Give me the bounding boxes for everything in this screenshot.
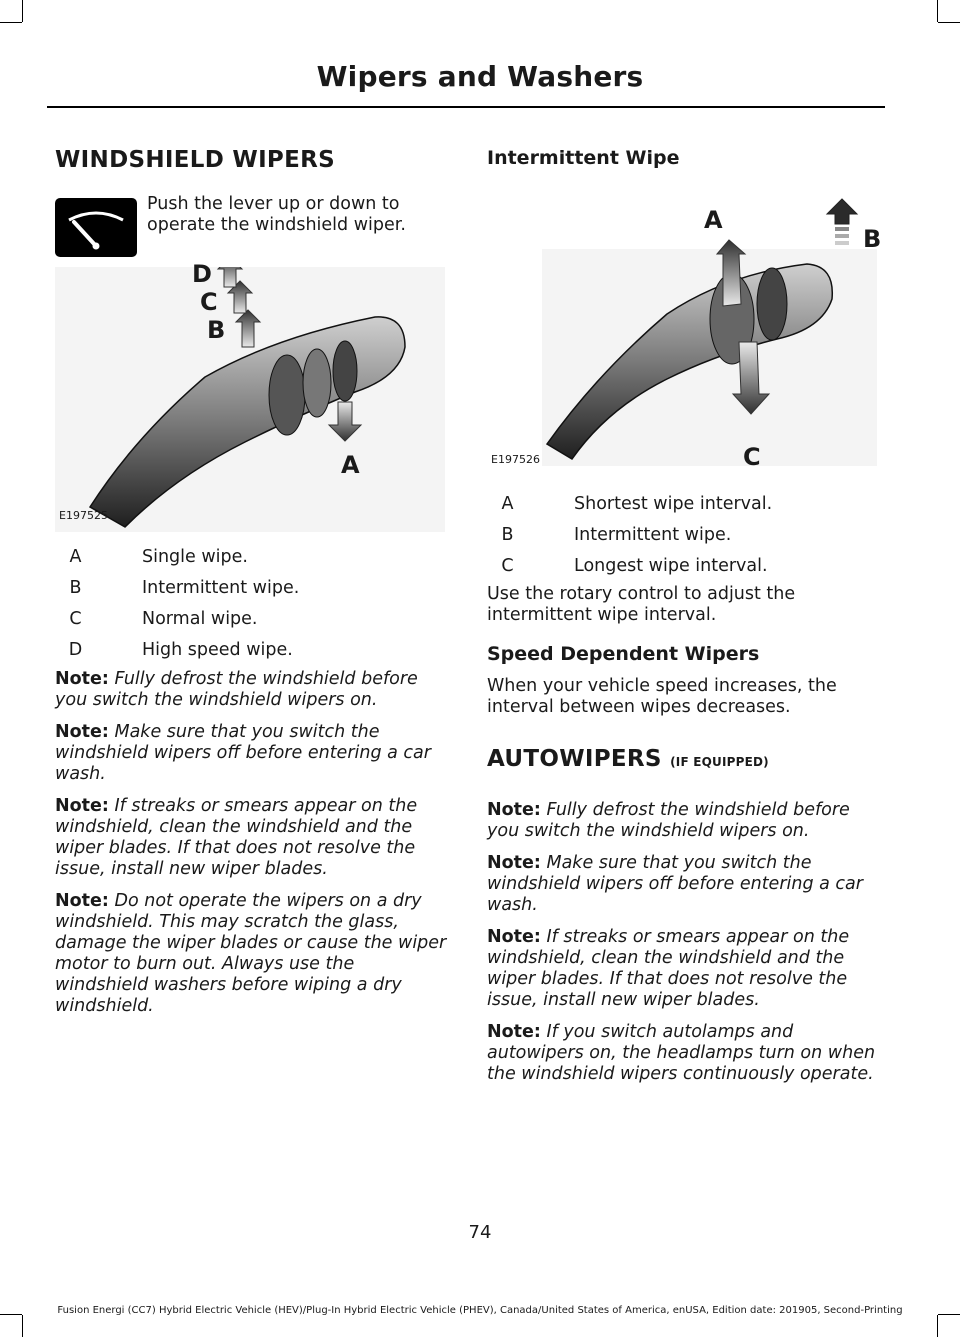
- note-label: Note:: [55, 891, 109, 911]
- interval-positions-list: [487, 494, 772, 587]
- page-number: 74: [468, 1222, 492, 1243]
- note-label: Note:: [487, 1022, 541, 1042]
- list-item: [55, 547, 299, 578]
- speed-dependent-title: Speed Dependent Wipers: [487, 643, 760, 665]
- crop-mark: [0, 22, 22, 23]
- note: [487, 927, 885, 1011]
- note: [487, 853, 885, 916]
- speed-dependent-text: When your vehicle speed increases, the interval between wipes decreases.: [487, 676, 837, 717]
- crop-mark: [937, 1315, 938, 1337]
- item-key: C: [69, 609, 82, 629]
- crop-mark: [22, 0, 23, 22]
- note-label: Note:: [55, 796, 109, 816]
- note: [55, 669, 450, 711]
- callout-c: C: [743, 443, 761, 471]
- item-text: Shortest wipe interval.: [574, 494, 773, 514]
- left-column: [55, 140, 450, 1017]
- rotary-text: Use the rotary control to adjust the intermittent wipe interval.: [487, 584, 796, 625]
- intro-text: Push the lever up or down to operate the windshield wiper.: [147, 194, 406, 235]
- list-item: [487, 556, 772, 587]
- note-label: Note:: [55, 669, 109, 689]
- note: [487, 1022, 885, 1085]
- note: [55, 796, 450, 880]
- note: [55, 722, 450, 785]
- wiper-lever-figure: [55, 260, 450, 532]
- figure-code: E197525: [59, 509, 108, 522]
- list-item: [487, 494, 772, 525]
- page-header-title: Wipers and Washers: [316, 60, 644, 93]
- autowipers-title-text: AUTOWIPERS: [487, 746, 662, 772]
- autowipers-title-suffix: (IF EQUIPPED): [670, 755, 769, 769]
- figure-code: E197526: [491, 453, 540, 466]
- wiper-lever-illustration: [55, 267, 445, 532]
- note-text: If streaks or smears appear on the windshield, clean the windshield and the wiper blades. If that does not resolve the issue, install new wiper blades.: [55, 796, 418, 879]
- note-text: Make sure that you switch the windshield wipers off before entering a car wash.: [487, 853, 863, 915]
- item-key: A: [501, 494, 514, 514]
- lever-positions-list: [55, 547, 299, 671]
- list-item: [55, 640, 299, 671]
- item-key: C: [501, 556, 514, 576]
- item-text: Intermittent wipe.: [142, 578, 300, 598]
- note-text: Fully defrost the windshield before you switch the windshield wipers on.: [487, 800, 850, 841]
- crop-mark: [937, 0, 938, 22]
- item-key: A: [69, 547, 82, 567]
- autowipers-title: [487, 746, 885, 772]
- rotary-control-figure: [487, 194, 885, 471]
- crop-mark: [938, 22, 960, 23]
- list-item: [487, 525, 772, 556]
- note-text: If streaks or smears appear on the windshield, clean the windshield and the wiper blades. If that does not resolve the issue, install new wiper blades.: [487, 927, 850, 1010]
- note-label: Note:: [55, 722, 109, 742]
- section-title: WINDSHIELD WIPERS: [55, 147, 335, 173]
- item-key: B: [69, 578, 82, 598]
- note-label: Note:: [487, 800, 541, 820]
- rotary-control-illustration: [487, 194, 877, 466]
- callout-a: A: [704, 206, 723, 234]
- list-item: [55, 609, 299, 640]
- footer-text: Fusion Energi (CC7) Hybrid Electric Vehicle (HEV)/Plug-In Hybrid Electric Vehicle (PHEV), Canada/United States of America, enUSA, Edition date: 201905, Second-Printing: [57, 1305, 903, 1316]
- note-text: Fully defrost the windshield before you switch the windshield wipers on.: [55, 669, 418, 710]
- item-text: Longest wipe interval.: [574, 556, 768, 576]
- note-label: Note:: [487, 927, 541, 947]
- note-label: Note:: [487, 853, 541, 873]
- note-text: Do not operate the wipers on a dry windshield. This may scratch the glass, damage the wiper blades or cause the wiper motor to burn out. Always use the windshield washers before wiping a dry windshield.: [55, 891, 447, 1016]
- intro-block: [55, 195, 450, 267]
- item-key: D: [68, 640, 83, 660]
- subsection-title: Intermittent Wipe: [487, 147, 680, 169]
- right-column: [487, 140, 885, 1085]
- callout-c: C: [200, 288, 218, 316]
- note-text: If you switch autolamps and autowipers on, the headlamps turn on when the windshield wipers continuously operate.: [487, 1022, 876, 1084]
- note: [487, 800, 885, 842]
- item-text: Single wipe.: [142, 547, 248, 567]
- note-text: Make sure that you switch the windshield wipers off before entering a car wash.: [55, 722, 431, 784]
- note: [55, 891, 450, 1017]
- list-item: [55, 578, 299, 609]
- item-text: Intermittent wipe.: [574, 525, 732, 545]
- header-divider: [47, 106, 885, 108]
- callout-a: A: [341, 451, 360, 479]
- arrow-up-b: [827, 199, 857, 245]
- item-key: B: [501, 525, 514, 545]
- callout-b: B: [863, 225, 882, 253]
- callout-b: B: [207, 316, 226, 344]
- wiper-symbol-icon: [55, 198, 137, 257]
- crop-mark: [22, 1315, 23, 1337]
- item-text: Normal wipe.: [142, 609, 258, 629]
- callout-d: D: [192, 260, 212, 288]
- item-text: High speed wipe.: [142, 640, 293, 660]
